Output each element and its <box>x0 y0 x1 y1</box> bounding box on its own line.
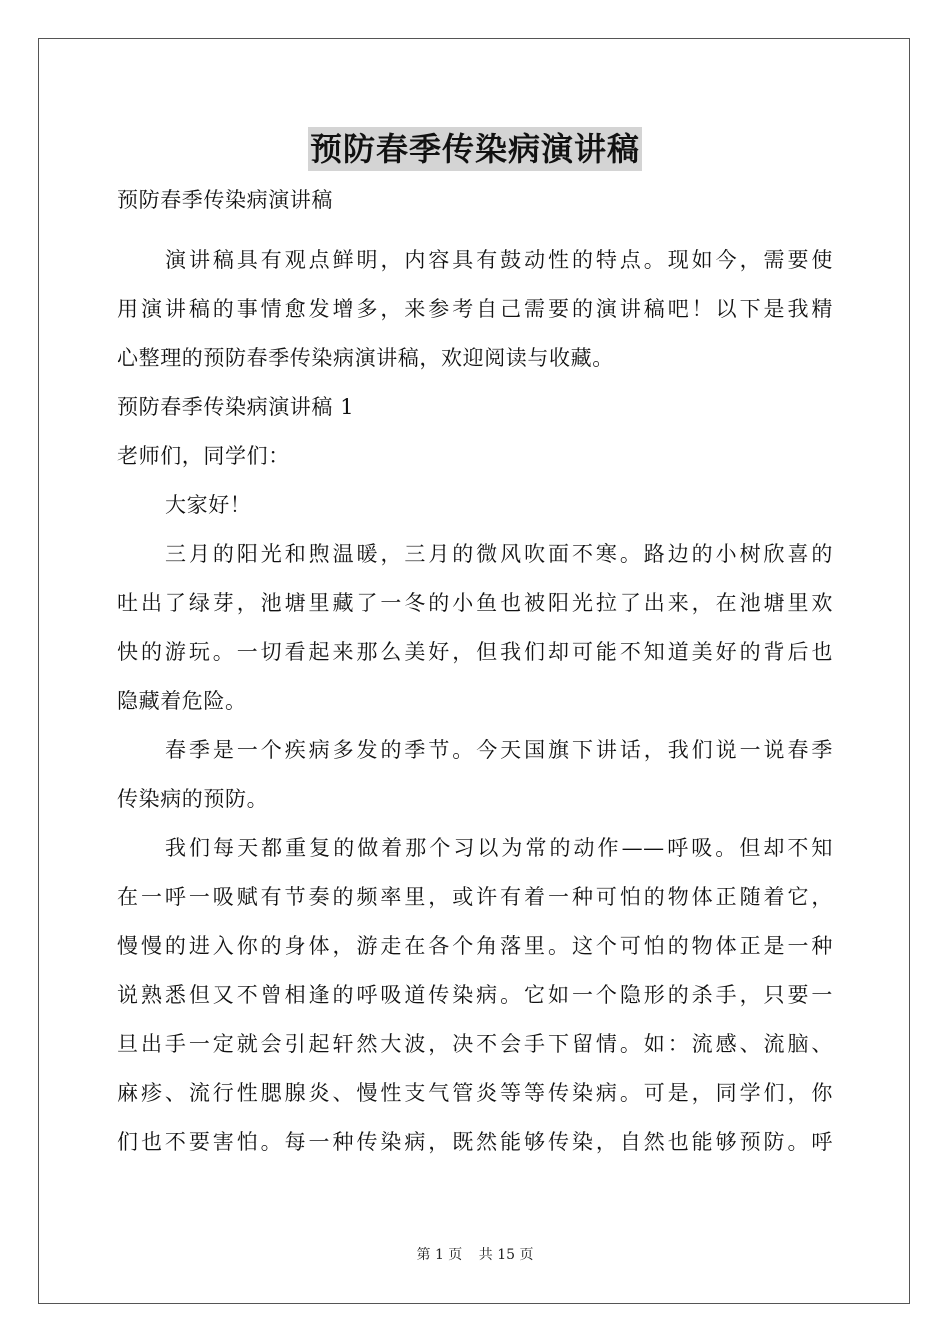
document-title: 预防春季传染病演讲稿 <box>308 127 642 171</box>
paragraph-line: 用演讲稿的事情愈发增多，来参考自己需要的演讲稿吧！以下是我精 <box>117 297 833 321</box>
paragraph-line: 演讲稿具有观点鲜明，内容具有鼓动性的特点。现如今，需要使 <box>165 248 833 272</box>
title-container <box>0 127 950 171</box>
paragraph-line: 旦出手一定就会引起轩然大波，决不会手下留情。如：流感、流脑、 <box>117 1032 833 1056</box>
paragraph-line: 们也不要害怕。每一种传染病，既然能够传染，自然也能够预防。呼 <box>117 1130 833 1154</box>
paragraph-line: 说熟悉但又不曾相逢的呼吸道传染病。它如一个隐形的杀手，只要一 <box>117 983 833 1007</box>
paragraph-line: 传染病的预防。 <box>117 787 269 811</box>
paragraph-line: 我们每天都重复的做着那个习以为常的动作——呼吸。但却不知 <box>165 836 833 860</box>
paragraph-line: 快的游玩。一切看起来那么美好，但我们却可能不知道美好的背后也 <box>117 640 833 664</box>
paragraph-line: 麻疹、流行性腮腺炎、慢性支气管炎等等传染病。可是，同学们，你 <box>117 1081 833 1105</box>
paragraph-line: 慢慢的进入你的身体，游走在各个角落里。这个可怕的物体正是一种 <box>117 934 833 958</box>
body-paragraph-1 <box>117 530 833 726</box>
document-subtitle: 预防春季传染病演讲稿 <box>117 188 333 212</box>
intro-paragraph <box>117 236 833 383</box>
paragraph-line: 吐出了绿芽，池塘里藏了一冬的小鱼也被阳光拉了出来，在池塘里欢 <box>117 591 833 615</box>
body-paragraph-3 <box>117 824 833 1167</box>
body-paragraph-2 <box>117 726 833 824</box>
page-total: 共 15 页 <box>478 1247 534 1263</box>
document-body <box>117 178 833 1167</box>
paragraph-line: 三月的阳光和煦温暖，三月的微风吹面不寒。路边的小树欣喜的 <box>165 542 833 566</box>
paragraph-line: 在一呼一吸赋有节奏的频率里，或许有着一种可怕的物体正随着它， <box>117 885 833 909</box>
greeting: 大家好！ <box>165 493 252 517</box>
page-number: 第 1 页 <box>416 1247 463 1263</box>
paragraph-line: 春季是一个疾病多发的季节。今天国旗下讲话，我们说一说春季 <box>165 738 833 762</box>
page-footer <box>0 1244 950 1264</box>
section-heading: 预防春季传染病演讲稿 1 <box>117 395 355 419</box>
paragraph-line: 心整理的预防春季传染病演讲稿，欢迎阅读与收藏。 <box>117 346 614 370</box>
paragraph-line: 隐藏着危险。 <box>117 689 247 713</box>
salutation: 老师们，同学们： <box>117 444 290 468</box>
